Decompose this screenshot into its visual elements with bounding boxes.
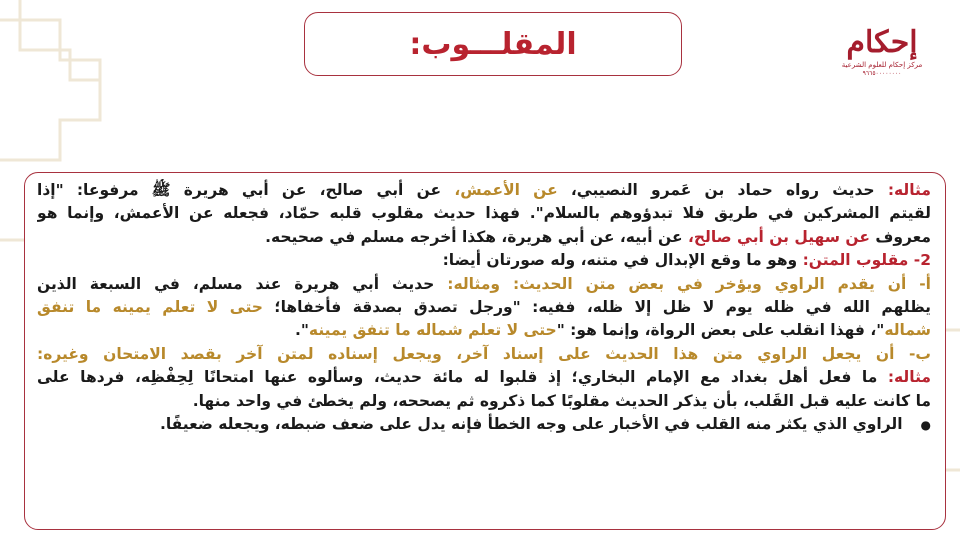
paragraph-line [37, 273, 931, 296]
title-box [304, 12, 682, 76]
logo [842, 26, 922, 96]
text-span: معروف [869, 227, 931, 246]
subsection-label: أ- أن يقدم الراوي ويؤخر في بعض متن الحديث: ومثاله: [447, 274, 931, 293]
paragraph-line: لقيتم المشركين في طريق فلا تبدؤوهم بالسلام". فهذا حديث مقلوب قلبه حمّاد، فجعله عن الأعمش، وإنما هو [37, 204, 931, 223]
paragraph-line [37, 319, 931, 342]
paragraph-line: ما كانت عليه قبل القَلب، بأن يذكر الحديث مقلوبًا كما ذكروه ثم يصححه، ولم يخطئ في واحد منها. [192, 391, 931, 410]
example-label: مثاله: [887, 368, 931, 387]
content-box [24, 172, 946, 530]
highlight: عن الأعمش، [454, 181, 558, 199]
highlight: حتى لا تعلم يمينه ما تنفق [37, 298, 263, 317]
text-span: يظلهم الله في ظله يوم لا ظل إلا ظله، ففيه: "ورجل تصدق بصدقة فأخفاها؛ [262, 298, 931, 317]
section-label: 2- مقلوب المتن: [802, 251, 931, 270]
text-span: عن أبيه، عن أبي هريرة، هكذا أخرجه مسلم في صحيحه. [265, 227, 688, 246]
paragraph-line [37, 249, 931, 272]
logo-phone: ٩٦٦٥٠٠٠٠٠٠٠٠ [862, 70, 902, 77]
paragraph-line [37, 296, 931, 319]
text-span: حديث رواه حماد بن عَمرو النصيبي، [557, 181, 888, 199]
text-span: عن أبي صالح، عن أبي هريرة ﷺ مرفوعا: "إذا [37, 181, 455, 199]
subsection-line: ب- أن يجعل الراوي متن هذا الحديث على إسناد آخر، ويجعل إسناده لمتن آخر بقصد الامتحان وغيره: [37, 344, 931, 363]
text-span: "، فهذا انقلب على بعض الرواة، وإنما هو: " [556, 321, 885, 340]
bullet-text: الراوي الذي يكثر منه القلب في الأخبار على وجه الخطأ فإنه يدل على ضعف ضبطه، ويجعله ضعيفًا. [159, 415, 903, 434]
paragraph-line [37, 226, 931, 249]
bullet-icon: ● [920, 418, 931, 433]
bullet-item [37, 413, 931, 437]
text-span: ". [294, 321, 309, 340]
text-span: ما فعل أهل بغداد مع الإمام البخاري؛ إذ قلبوا له مائة حديث، وسألوه عنها امتحانًا لِحِفْظِه، فردها على [37, 368, 888, 387]
text-span: حديث أبي هريرة عند مسلم، في السبعة الذين [37, 274, 448, 293]
logo-word: إحكام [846, 25, 918, 60]
example-label: مثاله: [887, 181, 931, 199]
logo-subtitle: مركز إحكام للعلوم الشرعية [841, 61, 923, 69]
page-title: المقلـــوب: [409, 26, 577, 62]
highlight: شماله [884, 321, 931, 340]
highlight: حتى لا تعلم شماله ما تنفق يمينه [308, 321, 557, 340]
highlight: عن سهيل بن أبي صالح، [687, 227, 870, 246]
paragraph-line [37, 179, 931, 202]
paragraph-line [37, 366, 931, 389]
text-span: وهو ما وقع الإبدال في متنه، وله صورتان أيضا: [442, 251, 803, 270]
